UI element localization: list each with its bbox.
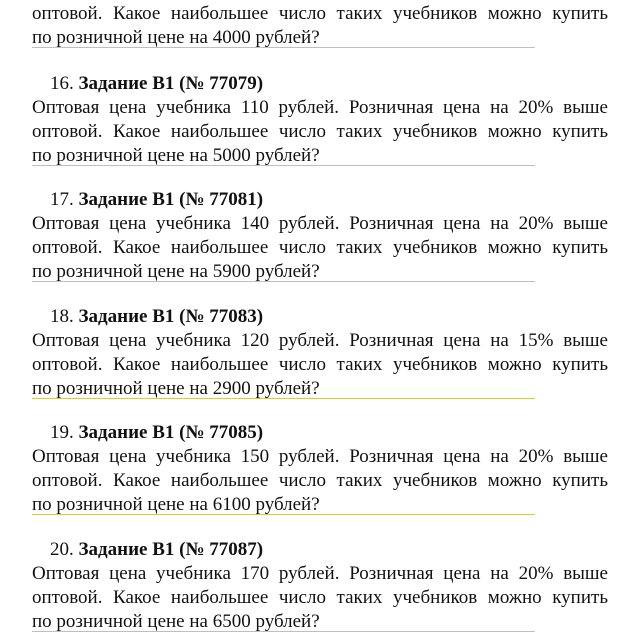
separator-line <box>32 398 535 399</box>
problem-19 <box>32 421 608 517</box>
problem-text-line: по розничной цене на 6100 рублей? <box>32 494 320 515</box>
problem-title: Задание B1 (№ 77087) <box>78 539 264 560</box>
problem-text-line: оптовой. Какое наибольшее число таких учебников можно купить <box>32 470 608 491</box>
problem-number: 20. <box>50 539 74 560</box>
problem-text-line: Оптовая цена учебника 110 рублей. Розничная цена на 20% выше <box>32 97 608 118</box>
problem-17 <box>32 188 608 284</box>
separator-line <box>32 47 535 48</box>
separator-line <box>32 631 535 632</box>
problem-title: Задание B1 (№ 77081) <box>78 189 264 210</box>
problem-text-line: оптовой. Какое наибольшее число таких учебников можно купить <box>32 354 608 375</box>
separator-line <box>32 514 535 515</box>
problem-text-line: по розничной цене на 2900 рублей? <box>32 378 320 399</box>
problem-text-line: по розничной цене на 5900 рублей? <box>32 261 320 282</box>
problem-number: 19. <box>50 422 74 443</box>
problem-text-line: оптовой. Какое наибольшее число таких учебников можно купить <box>32 121 608 142</box>
problem-16 <box>32 72 608 168</box>
problem-text-line: Оптовая цена учебника 170 рублей. Розничная цена на 20% выше <box>32 563 608 584</box>
problem-title: Задание B1 (№ 77085) <box>78 422 264 443</box>
problem-20 <box>32 538 608 634</box>
problem-number: 17. <box>50 189 74 210</box>
problem-number: 16. <box>50 73 74 94</box>
problem-text-line: по розничной цене на 4000 рублей? <box>32 27 320 48</box>
problem-heading <box>32 72 608 96</box>
separator-line <box>32 165 535 166</box>
separator-line <box>32 281 535 282</box>
problem-text-line: оптовой. Какое наибольшее число таких учебников можно купить <box>32 587 608 608</box>
problem-heading <box>32 538 608 562</box>
problem-text-line: по розничной цене на 6500 рублей? <box>32 611 320 632</box>
problem-18 <box>32 305 608 401</box>
problem-text-line: оптовой. Какое наибольшее число таких учебников можно купить <box>32 237 608 258</box>
problem-text-line: Оптовая цена учебника 150 рублей. Розничная цена на 20% выше <box>32 446 608 467</box>
problem-15-fragment <box>32 2 608 50</box>
problem-number: 18. <box>50 306 74 327</box>
problem-heading <box>32 188 608 212</box>
problem-heading <box>32 421 608 445</box>
problem-text-line: Оптовая цена учебника 120 рублей. Розничная цена на 15% выше <box>32 330 608 351</box>
problem-text-line: по розничной цене на 5000 рублей? <box>32 145 320 166</box>
problem-title: Задание B1 (№ 77079) <box>78 73 264 94</box>
problem-heading <box>32 305 608 329</box>
problem-text-line: оптовой. Какое наибольшее число таких учебников можно купить <box>32 3 608 24</box>
problem-text-line: Оптовая цена учебника 140 рублей. Розничная цена на 20% выше <box>32 213 608 234</box>
problem-title: Задание B1 (№ 77083) <box>78 306 264 327</box>
